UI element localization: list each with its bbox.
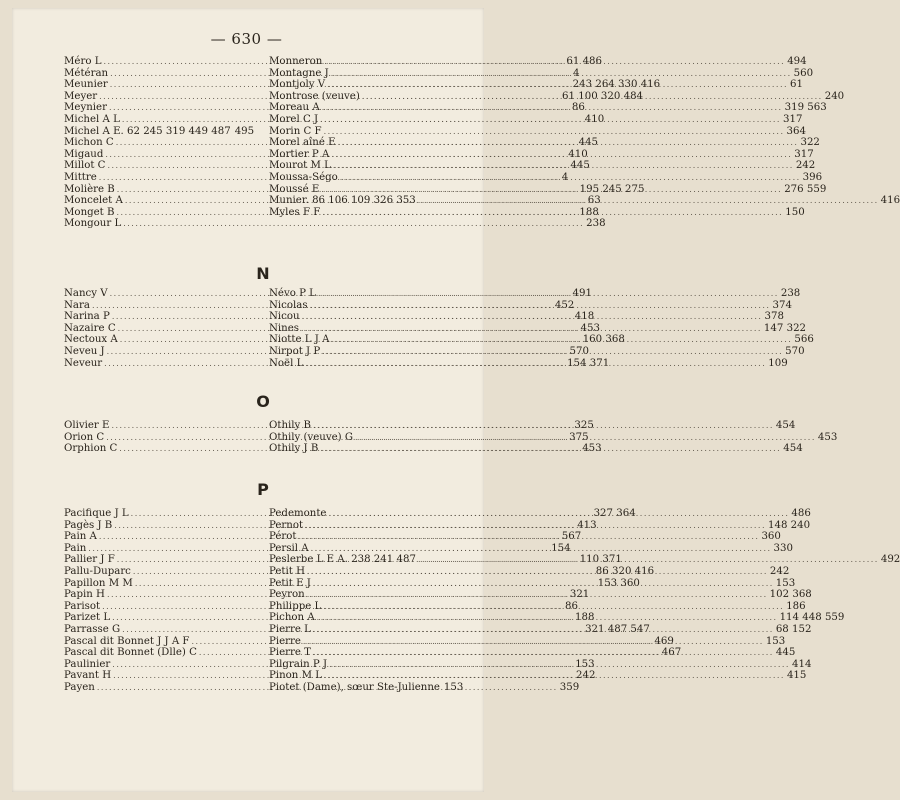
entry-name: Millot C [64,160,106,172]
dot-leader [324,126,785,138]
entry-name: Nicou [269,311,300,323]
dot-leader [340,172,801,184]
entry-name: Nirpot J P [269,345,321,357]
entry-pages: 469 [654,635,674,647]
entry-pages: 322 [800,137,820,149]
entry-name: Montrose (veuve) [269,90,360,102]
dot-leader [305,358,766,370]
index-entry [269,125,806,138]
entry-name: Pedemonte [269,508,327,519]
entry-pages: 86 [564,600,578,612]
entry-name: Pernot [269,519,304,531]
entry-name: Pallier J F [64,554,115,566]
entry-name: Paulinier [64,658,111,670]
entry-pages: 416 [880,195,900,207]
entry-name: Philippe L [269,600,322,612]
section-n [64,288,814,369]
entry-name: Michel A L [64,113,120,125]
entry-name: Mittre [64,171,97,183]
entry-name: Petit E J [269,577,311,589]
entry-name: Morel aîné E [269,137,336,149]
section-letter-n: N [256,264,270,283]
entry-name: Parizet L [64,612,111,624]
entry-name: Noël L [269,357,304,369]
entry-name: Olivier E [64,420,110,431]
entry-name: Othily (veuve) G [269,431,353,443]
entry-name: Meyer [64,90,98,102]
entry-name: Migaud [64,148,104,160]
entry-name: Persil A [269,542,309,554]
dot-leader [338,137,799,149]
entry-name: Othily J B [269,443,319,455]
entry-name: Pascal dit Bonnet J J A F [64,635,190,647]
entry-name: Meunier [64,79,108,91]
dot-leader [322,346,783,358]
entry-pages: 154 371 [567,357,610,369]
entry-name: Monneron [269,56,323,67]
entry-pages: 317 [782,113,803,125]
entry-name: Moussa-Ségo [269,171,338,183]
entry-pages: 467 [661,647,682,659]
entry-name: Neveu J [64,345,105,357]
index-entry [64,126,253,138]
entry-pages: 86 320 416 [595,565,655,577]
entry-pages: 102 368 [769,589,812,601]
index-entry [269,171,823,184]
dot-leader [333,160,794,172]
entry-name: Pagès J B [64,519,113,531]
entry-pages: 188 [575,612,595,624]
entry-pages: 330 [773,542,793,554]
entry-name: Pilgrain P J [269,658,328,670]
entry-pages: 396 [802,171,823,183]
entry-name: Myles F F [269,206,321,218]
index-entry [269,681,464,694]
entry-pages: 570 [785,345,805,357]
entry-name: Papillon M M [64,577,133,589]
entry-name: Nancy V [64,288,108,299]
entry-pages: 63 [587,195,601,207]
entry-pages: 114 448 559 [779,612,845,624]
section-o [64,420,838,455]
entry-name: Nicolas [269,299,308,311]
entry-pages: 374 [772,299,792,311]
entry-pages: 61 486 [566,56,603,67]
entry-pages: 148 240 [768,519,811,531]
dot-leader [305,520,766,532]
entry-pages: 413 [577,519,597,531]
index-entry [269,600,806,613]
entry-pages: 242 [575,670,596,682]
dot-leader [324,56,785,68]
dot-leader [307,589,768,601]
dot-leader [320,114,781,126]
dot-leader [323,601,784,613]
dot-leader [311,543,772,555]
entry-name: Papin H [64,589,105,601]
dot-leader [321,184,782,196]
entry-pages: 453 [582,443,602,455]
entry-pages: 153 [775,577,796,589]
dot-leader [331,334,792,346]
entry-pages: 61 100 320 484 [562,90,644,102]
entry-pages: 360 [761,531,781,543]
entry-pages: 86 [571,102,585,114]
dot-leader [418,554,879,566]
entry-name: Méro L [64,56,102,67]
entry-pages: 415 [786,670,807,682]
dot-leader [320,443,781,455]
section-p [64,508,900,694]
entry-pages: 375 [569,431,589,443]
entry-name: Monget B [64,206,115,218]
entry-name: Piotet (Dame), sœur Ste-Julienne [269,681,440,693]
entry-pages: 454 [775,420,796,431]
dot-leader [313,578,774,590]
dot-leader [317,612,778,624]
dot-leader [327,79,788,91]
entry-pages: 317 [794,148,814,160]
dot-leader [362,91,823,103]
entry-pages: 492 [880,554,900,566]
entry-pages: 445 [775,647,796,659]
entry-pages: 495 [234,125,255,137]
entry-pages: 242 [795,160,816,172]
entry-pages: 359 [559,681,580,693]
entry-name: Moreau A [269,102,320,114]
entry-pages: 4 [573,67,580,79]
entry-name: Petit H [269,565,305,577]
entry-pages: 61 [790,79,803,91]
entry-pages: 321 487 547 [585,623,650,635]
entry-name: Narina P [64,311,110,323]
entry-pages: 242 [769,565,790,577]
dot-leader [355,432,816,444]
entry-name: Morin C F [269,125,322,137]
entry-pages: 364 [786,125,806,137]
dot-leader [299,531,760,543]
entry-pages: 453 [817,431,838,443]
dot-leader [331,149,792,161]
entry-pages: 276 559 [784,183,827,195]
entry-pages: 486 [791,508,811,519]
entry-pages: 445 [570,160,590,172]
dot-leader [418,195,879,207]
page-number: — 630 — [210,30,283,48]
entry-pages: 325 [574,420,594,431]
entry-name: Mongour L [64,218,122,230]
entry-name: Munier. 86 106 109 326 353 [269,195,416,207]
entry-name: Nazaire C [64,322,116,334]
entry-name: Meynier [64,102,107,114]
index-entry [64,218,606,230]
entry-pages: 418 [574,311,595,323]
index-entry [269,67,814,80]
entry-pages: 153 [765,635,786,647]
entry-name: Pavant H [64,670,112,682]
entry-pages: 327 364 [593,508,636,519]
entry-name: Molière B [64,183,115,195]
entry-pages: 491 [572,288,592,299]
entry-name: Pérot [269,531,297,543]
dot-leader [331,68,792,80]
entry-pages: 570 [569,345,589,357]
entry-pages: 153 [443,681,464,693]
entry-pages: 240 [824,90,845,102]
section-m [64,56,900,230]
entry-pages: 445 [578,137,599,149]
entry-name: Peyron [269,589,305,601]
dot-leader [329,659,790,671]
entry-pages: 454 [783,443,803,455]
entry-name: Météran [64,67,109,79]
entry-name: Pascal dit Bonnet (Dlle) C [64,647,197,659]
entry-pages: 150 [785,206,805,218]
entry-name: Pacifique J L [64,508,129,519]
index-entry [269,195,900,207]
entry-pages: 153 360 [597,577,640,589]
entry-name: Pallu-Duparc [64,565,131,577]
dot-leader [313,624,774,636]
entry-pages: 153 [575,658,595,670]
section-letter-p: P [257,480,269,499]
dot-leader [310,300,771,312]
entry-name: Pichon A [269,612,315,624]
entry-pages: 243 264 330 416 [572,79,661,91]
entry-pages: 566 [794,334,814,346]
dot-leader [328,508,789,520]
dot-leader [307,566,768,578]
dot-leader [322,207,783,219]
entry-pages: 188 [579,206,599,218]
dot-leader [324,670,785,682]
entry-name: Pain [64,542,87,554]
entry-name: Mourot M L [269,160,331,172]
dot-leader [313,647,774,659]
entry-pages: 567 [561,531,582,543]
entry-name: Morel C J [269,113,319,125]
dot-leader [301,323,762,335]
entry-pages: 238 [780,288,801,299]
entry-pages: 321 [569,589,590,601]
entry-name: Niotte L J A [269,334,330,346]
dot-leader [313,420,774,432]
entry-pages: 110 371 [579,554,622,566]
dot-leader [318,288,779,300]
entry-name: Orphion C [64,443,118,455]
entry-name: Parisot [64,600,101,612]
entry-pages: 378 [764,311,784,323]
entry-name: Othily B [269,420,312,431]
entry-name: Moncelet A [64,195,123,207]
entry-name: Orion C [64,431,105,443]
entry-name: Parrasse G [64,623,121,635]
entry-pages: 453 [580,322,600,334]
section-letter-o: O [256,392,270,411]
entry-pages: 452 [554,299,575,311]
entry-name: Pierre [269,635,301,647]
entry-pages: 186 [786,600,806,612]
dot-leader [302,311,763,323]
entry-pages: 319 563 [784,102,827,114]
entry-name: Pierre T [269,647,311,659]
entry-name: Montagne J [269,67,329,79]
entry-name: Pain A [64,531,97,543]
entry-name: Mortier P A [269,148,330,160]
entry-name: Nara [64,299,90,311]
dot-leader [322,102,783,114]
entry-pages: 154 [551,542,571,554]
entry-name: Neveur [64,357,103,369]
entry-name: Peslerbe L E A. 238 241 487 [269,554,416,566]
entry-pages: 195 245 275 [579,183,645,195]
entry-name: Nectoux A [64,334,118,346]
entry-pages: 109 [768,357,788,369]
entry-pages: 410 [568,148,588,160]
entry-name: Névo P L [269,288,316,299]
entry-pages: 160 368 [582,334,625,346]
entry-name: Payen [64,681,95,693]
entry-name: Moussé E [269,183,320,195]
entry-pages: 147 322 [763,322,807,334]
entry-pages: 560 [793,67,814,79]
entry-pages: 4 [561,171,569,183]
entry-pages: 494 [787,56,807,67]
entry-pages: 410 [584,113,605,125]
entry-name: Montjoly V [269,79,326,91]
entry-name: Michon C [64,137,114,149]
entry-name: Nines [269,322,299,334]
entry-name: Pinon M L [269,670,323,682]
entry-name: Pierre L [269,623,311,635]
index-entry [269,345,805,358]
dot-leader [303,636,764,648]
entry-pages: 414 [791,658,812,670]
entry-pages: 68 152 [775,623,812,635]
entry-name: Michel A E. 62 245 319 449 487 [64,125,231,137]
entry-pages: 238 [586,218,606,230]
